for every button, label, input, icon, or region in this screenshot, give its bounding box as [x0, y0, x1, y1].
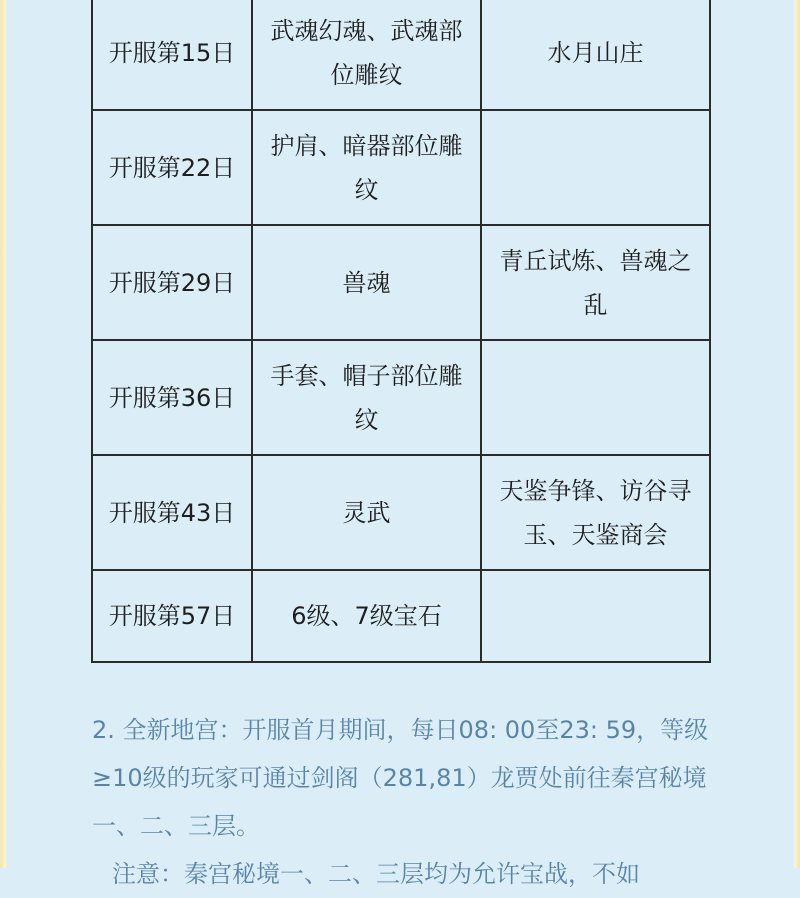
system-cell: 兽魂: [252, 225, 481, 340]
day-cell: 开服第15日: [92, 0, 252, 110]
table-row: [92, 455, 710, 570]
day-cell: 开服第29日: [92, 225, 252, 340]
left-frame-border: [0, 0, 6, 868]
right-frame-border: [794, 0, 800, 868]
dungeon-note-paragraph: 2. 全新地宫：开服首月期间，每日08: 00至23: 59，等级≥10级的玩家可通过剑阁（281,81）龙贾处前往秦宫秘境一、二、三层。: [92, 716, 709, 840]
day-cell: 开服第57日: [92, 570, 252, 662]
table-row: [92, 225, 710, 340]
activity-cell: [481, 110, 710, 225]
table-row: [92, 110, 710, 225]
day-cell: 开服第43日: [92, 455, 252, 570]
dungeon-note-partial-line: 注意：秦宫秘境一、二、三层均为允许宝战，不如: [112, 860, 640, 888]
unlock-schedule-table: [91, 0, 711, 663]
activity-cell: 青丘试炼、兽魂之乱: [481, 225, 710, 340]
system-cell: 灵武: [252, 455, 481, 570]
system-cell: 护肩、暗器部位雕纹: [252, 110, 481, 225]
activity-cell: 天鉴争锋、访谷寻玉、天鉴商会: [481, 455, 710, 570]
activity-cell: [481, 340, 710, 455]
activity-cell: [481, 570, 710, 662]
day-cell: 开服第36日: [92, 340, 252, 455]
table-row: [92, 570, 710, 662]
activity-cell: 水月山庄: [481, 0, 710, 110]
day-cell: 开服第22日: [92, 110, 252, 225]
system-cell: 手套、帽子部位雕纹: [252, 340, 481, 455]
table-row: [92, 0, 710, 110]
table-row: [92, 340, 710, 455]
system-cell: 6级、7级宝石: [252, 570, 481, 662]
system-cell: 武魂幻魂、武魂部位雕纹: [252, 0, 481, 110]
